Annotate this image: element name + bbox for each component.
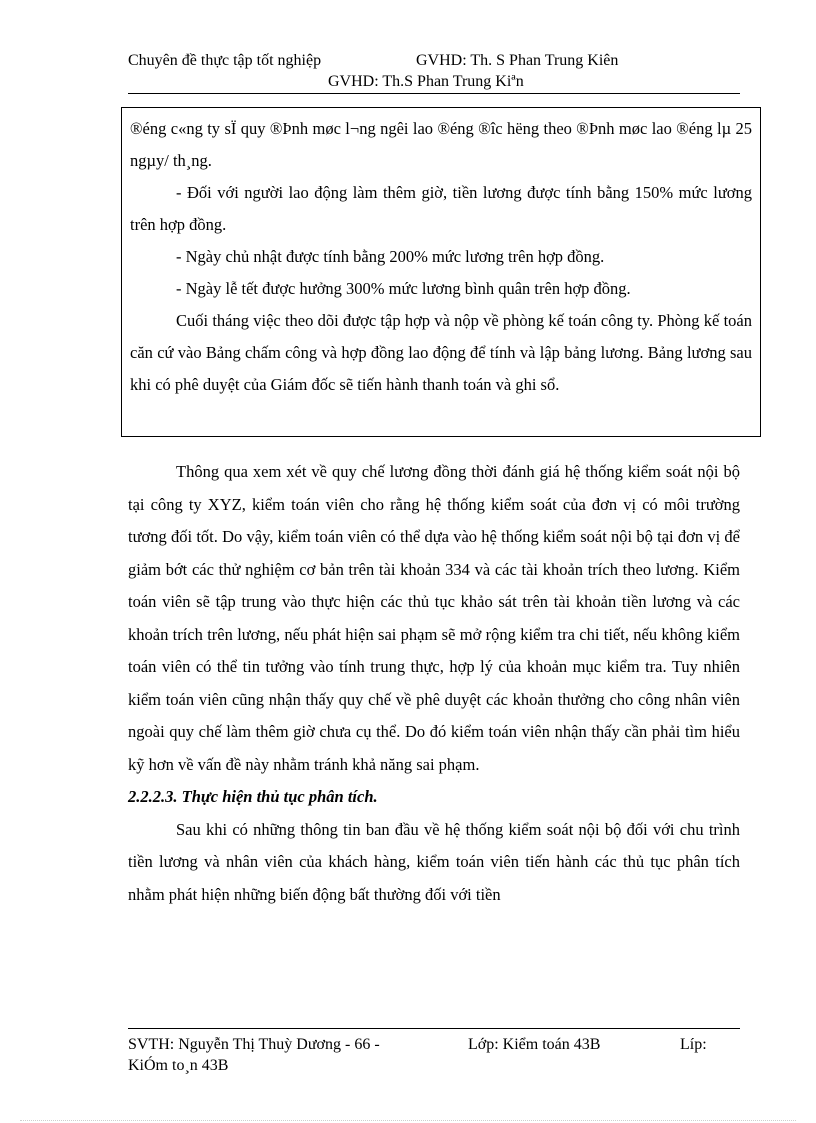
footer-class-garbled: Líp:	[680, 1036, 707, 1053]
section-heading: 2.2.2.3. Thực hiện thủ tục phân tích.	[128, 787, 378, 806]
header-report-title: Chuyên đề thực tập tốt nghiệp	[128, 52, 322, 69]
header-supervisor-garbled: GVHD: Th.S Phan Trung Kiªn	[328, 73, 524, 90]
header-line-1	[128, 50, 740, 71]
box-paragraph-holiday: - Ngày lễ tết được hưởng 300% mức lương bình quân trên hợp đồng.	[176, 279, 631, 298]
footer-line-2	[128, 1055, 740, 1076]
page-edge-divider	[20, 1120, 796, 1121]
body-paragraph-assessment: Thông qua xem xét về quy chế lương đồng thời đánh giá hệ thống kiểm soát nội bộ tại công ty XYZ, kiểm toán viên cho rằng hệ thống kiểm soát của đơn vị có môi trường tương đối tốt. Do vậy, kiểm toán viên có thể dựa vào hệ thống kiểm soát nội bộ tại đơn vị để giảm bớt các thử nghiệm cơ bản trên tài khoản 334 và các tài khoản trích theo lương. Kiểm toán viên sẽ tập trung vào thực hiện các thủ tục khảo sát trên tài khoản tiền lương và các khoản trích trên lương, nếu phát hiện sai phạm sẽ mở rộng kiểm tra chi tiết, nếu không kiểm toán viên có thể tin tưởng vào tính trung thực, hợp lý của khoản mục kiểm tra. Tuy nhiên kiểm toán viên cũng nhận thấy quy chế về phê duyệt các khoản thưởng cho công nhân viên ngoài quy chế làm thêm giờ chưa cụ thể. Do đó kiểm toán viên nhận thấy cần phải tìm hiểu kỹ hơn về vấn đề này nhằm tránh khả năng sai phạm.	[128, 462, 740, 774]
box-paragraph-sunday: - Ngày chủ nhật được tính bằng 200% mức lương trên hợp đồng.	[176, 247, 605, 266]
main-text	[128, 456, 740, 911]
page-footer	[128, 1034, 740, 1076]
footer-divider	[128, 1028, 740, 1029]
box-paragraph-overtime: - Đối với người lao động làm thêm giờ, tiền lương được tính bằng 150% mức lương trên hợp đồng.	[130, 183, 752, 234]
header-divider	[128, 93, 740, 94]
footer-line-1	[128, 1034, 740, 1055]
quoted-regulation-box	[121, 107, 761, 437]
box-paragraph-month-end: Cuối tháng việc theo dõi được tập hợp và nộp về phòng kế toán công ty. Phòng kế toán căn cứ vào Bảng chấm công và hợp đồng lao động để tính và lập bảng lương. Bảng lương sau khi có phê duyệt của Giám đốc sẽ tiến hành thanh toán và ghi sổ.	[130, 311, 752, 394]
footer-class: Lớp: Kiểm toán 43B	[468, 1036, 601, 1053]
body-paragraph-analysis: Sau khi có những thông tin ban đầu về hệ thống kiểm soát nội bộ đối với chu trình tiền lương và nhân viên của khách hàng, kiểm toán viên tiến hành các thủ tục phân tích nhằm phát hiện những biến động bất thường đối với tiền	[128, 819, 740, 904]
page-header	[128, 50, 740, 90]
footer-class-name-garbled: KiÓm to¸n 43B	[128, 1057, 229, 1074]
header-supervisor: GVHD: Th. S Phan Trung Kiên	[416, 52, 619, 69]
box-paragraph-garbled: ®éng c«ng ty sÏ quy ®Þnh møc l¬ng ngêi lao ®éng ®îc hëng theo ®Þnh møc lao ®éng lµ 25 ngµy/ th¸ng.	[130, 119, 752, 170]
footer-student: SVTH: Nguyễn Thị Thuỳ Dương - 66 -	[128, 1036, 380, 1053]
